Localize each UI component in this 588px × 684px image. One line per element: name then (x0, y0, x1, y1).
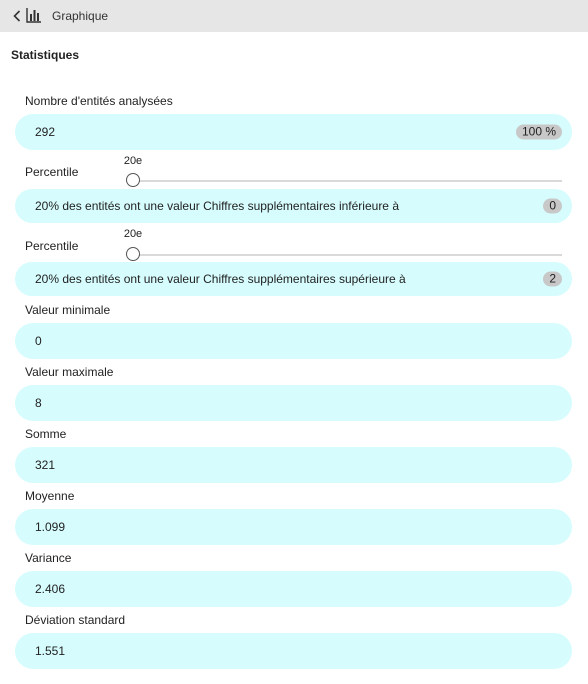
percentile-high-field (15, 262, 572, 296)
slider-track (126, 180, 562, 182)
variance-value: 2.406 (35, 582, 66, 596)
percentile-low-text: 20% des entités ont une valeur Chiffres supplémentaires inférieure à (35, 199, 399, 213)
variance-field (15, 571, 572, 607)
std-field (15, 633, 572, 669)
min-label: Valeur minimale (25, 303, 111, 317)
mean-value: 1.099 (35, 520, 66, 534)
sum-value: 321 (35, 458, 56, 472)
count-value: 292 (35, 125, 56, 139)
slider-thumb[interactable] (126, 247, 140, 261)
bar-chart-icon (26, 7, 42, 23)
mean-field (15, 509, 572, 545)
max-label: Valeur maximale (25, 365, 114, 379)
slider-thumb[interactable] (126, 173, 140, 187)
back-button[interactable] (10, 8, 24, 24)
sum-field (15, 447, 572, 483)
percentile-low-badge: 0 (543, 199, 562, 214)
slider-track (126, 254, 562, 256)
count-field (15, 114, 572, 150)
variance-label: Variance (25, 551, 72, 565)
percentile-high-slider[interactable] (126, 244, 562, 264)
percentile-high-label: Percentile (25, 239, 79, 253)
percentile-high-text: 20% des entités ont une valeur Chiffres supplémentaires supérieure à (35, 272, 406, 286)
percentile-low-label: Percentile (25, 165, 79, 179)
mean-label: Moyenne (25, 489, 75, 503)
max-value: 8 (35, 396, 42, 410)
percentile-low-slider[interactable] (126, 170, 562, 190)
max-field (15, 385, 572, 421)
percentile-low-value: 20e (123, 155, 143, 167)
header-bar (0, 0, 588, 32)
std-value: 1.551 (35, 644, 66, 658)
percentile-high-value: 20e (123, 228, 143, 240)
section-title: Statistiques (11, 48, 80, 62)
header-title: Graphique (52, 9, 109, 23)
count-percent-badge: 100 % (516, 125, 562, 140)
percentile-low-field (15, 189, 572, 223)
count-label: Nombre d'entités analysées (25, 94, 173, 108)
std-label: Déviation standard (25, 613, 126, 627)
sum-label: Somme (25, 427, 67, 441)
min-value: 0 (35, 334, 42, 348)
chevron-left-icon (13, 10, 21, 22)
percentile-high-badge: 2 (543, 272, 562, 287)
min-field (15, 323, 572, 359)
